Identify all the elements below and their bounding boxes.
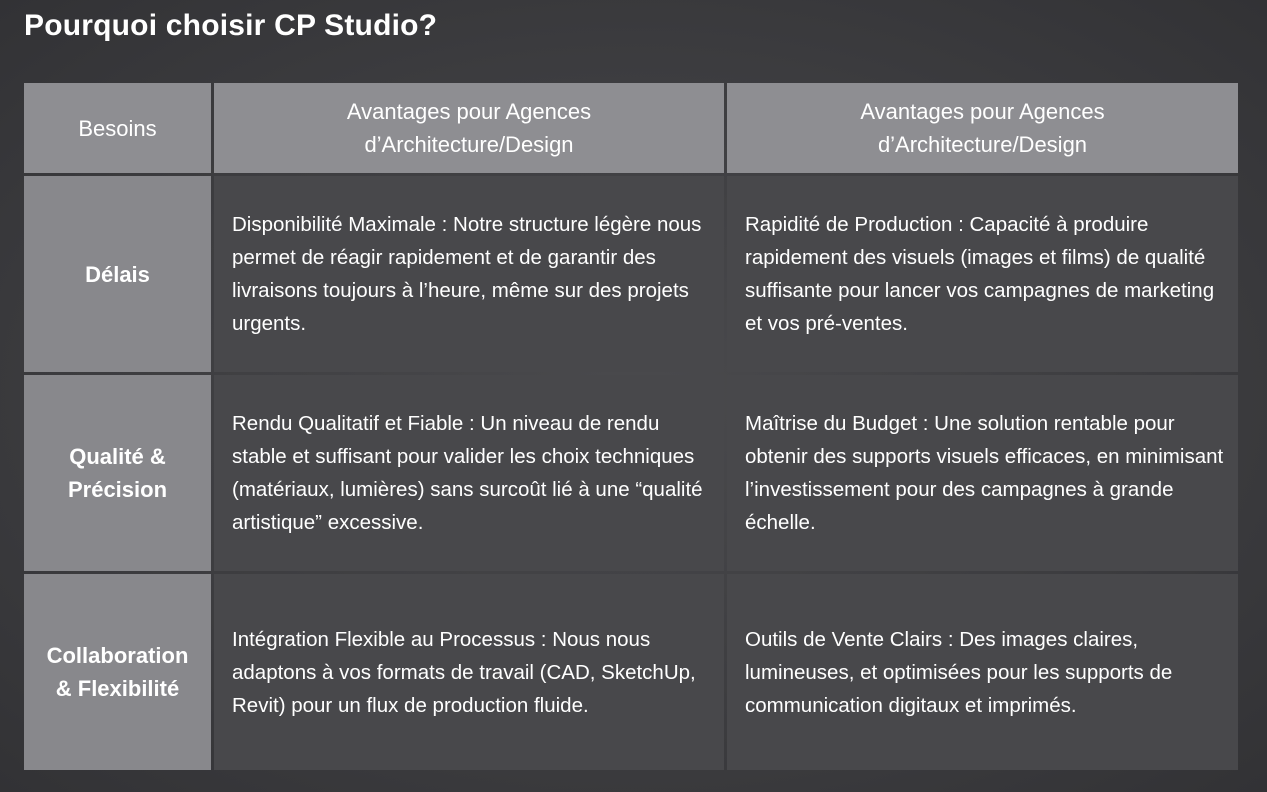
need-cell-delais bbox=[24, 176, 211, 372]
need-cell-qualite bbox=[24, 375, 211, 571]
table-cell bbox=[214, 375, 724, 571]
table-cell bbox=[727, 176, 1238, 372]
cell-text: Maîtrise du Budget : Une solution rentable pour obtenir des supports visuels efficaces, en minimisant l’investissement pour des campagnes à grande échelle. bbox=[745, 412, 1224, 534]
cell-text: Rapidité de Production : Capacité à produire rapidement des visuels (images et films) de qualité suffisante pour lancer vos campagnes de marketing et vos pré-ventes. bbox=[745, 213, 1215, 335]
table-cell bbox=[214, 574, 724, 770]
page-title: Pourquoi choisir CP Studio? bbox=[24, 9, 438, 42]
header-label: Besoins bbox=[78, 115, 157, 141]
header-label: Avantages pour Agences d’Architecture/Design bbox=[860, 99, 1105, 157]
header-col2 bbox=[727, 83, 1238, 173]
header-col1 bbox=[214, 83, 724, 173]
header-besoins bbox=[24, 83, 211, 173]
header-label: Avantages pour Agences d’Architecture/Design bbox=[346, 99, 592, 157]
comparison-table bbox=[24, 83, 1238, 767]
cell-text: Rendu Qualitatif et Fiable : Un niveau de rendu stable et suffisant pour valider les choix techniques (matériaux, lumières) sans surcoût lié à une “qualité artistique” excessive. bbox=[232, 412, 703, 534]
table-cell bbox=[214, 176, 724, 372]
cell-text: Intégration Flexible au Processus : Nous nous adaptons à vos formats de travail (CAD, SketchUp, Revit) pour un flux de production fluide. bbox=[232, 627, 696, 717]
need-label: Qualité & Précision bbox=[67, 444, 168, 502]
need-label: Collaboration & Flexibilité bbox=[46, 643, 189, 701]
cell-text: Disponibilité Maximale : Notre structure légère nous permet de réagir rapidement et de garantir des livraisons toujours à l’heure, même sur des projets urgents. bbox=[232, 213, 702, 335]
table-cell bbox=[727, 574, 1238, 770]
need-label: Délais bbox=[85, 261, 150, 287]
cell-text: Outils de Vente Clairs : Des images claires, lumineuses, et optimisées pour les supports de communication digitaux et imprimés. bbox=[745, 627, 1173, 717]
table-cell bbox=[727, 375, 1238, 571]
need-cell-collaboration bbox=[24, 574, 211, 770]
